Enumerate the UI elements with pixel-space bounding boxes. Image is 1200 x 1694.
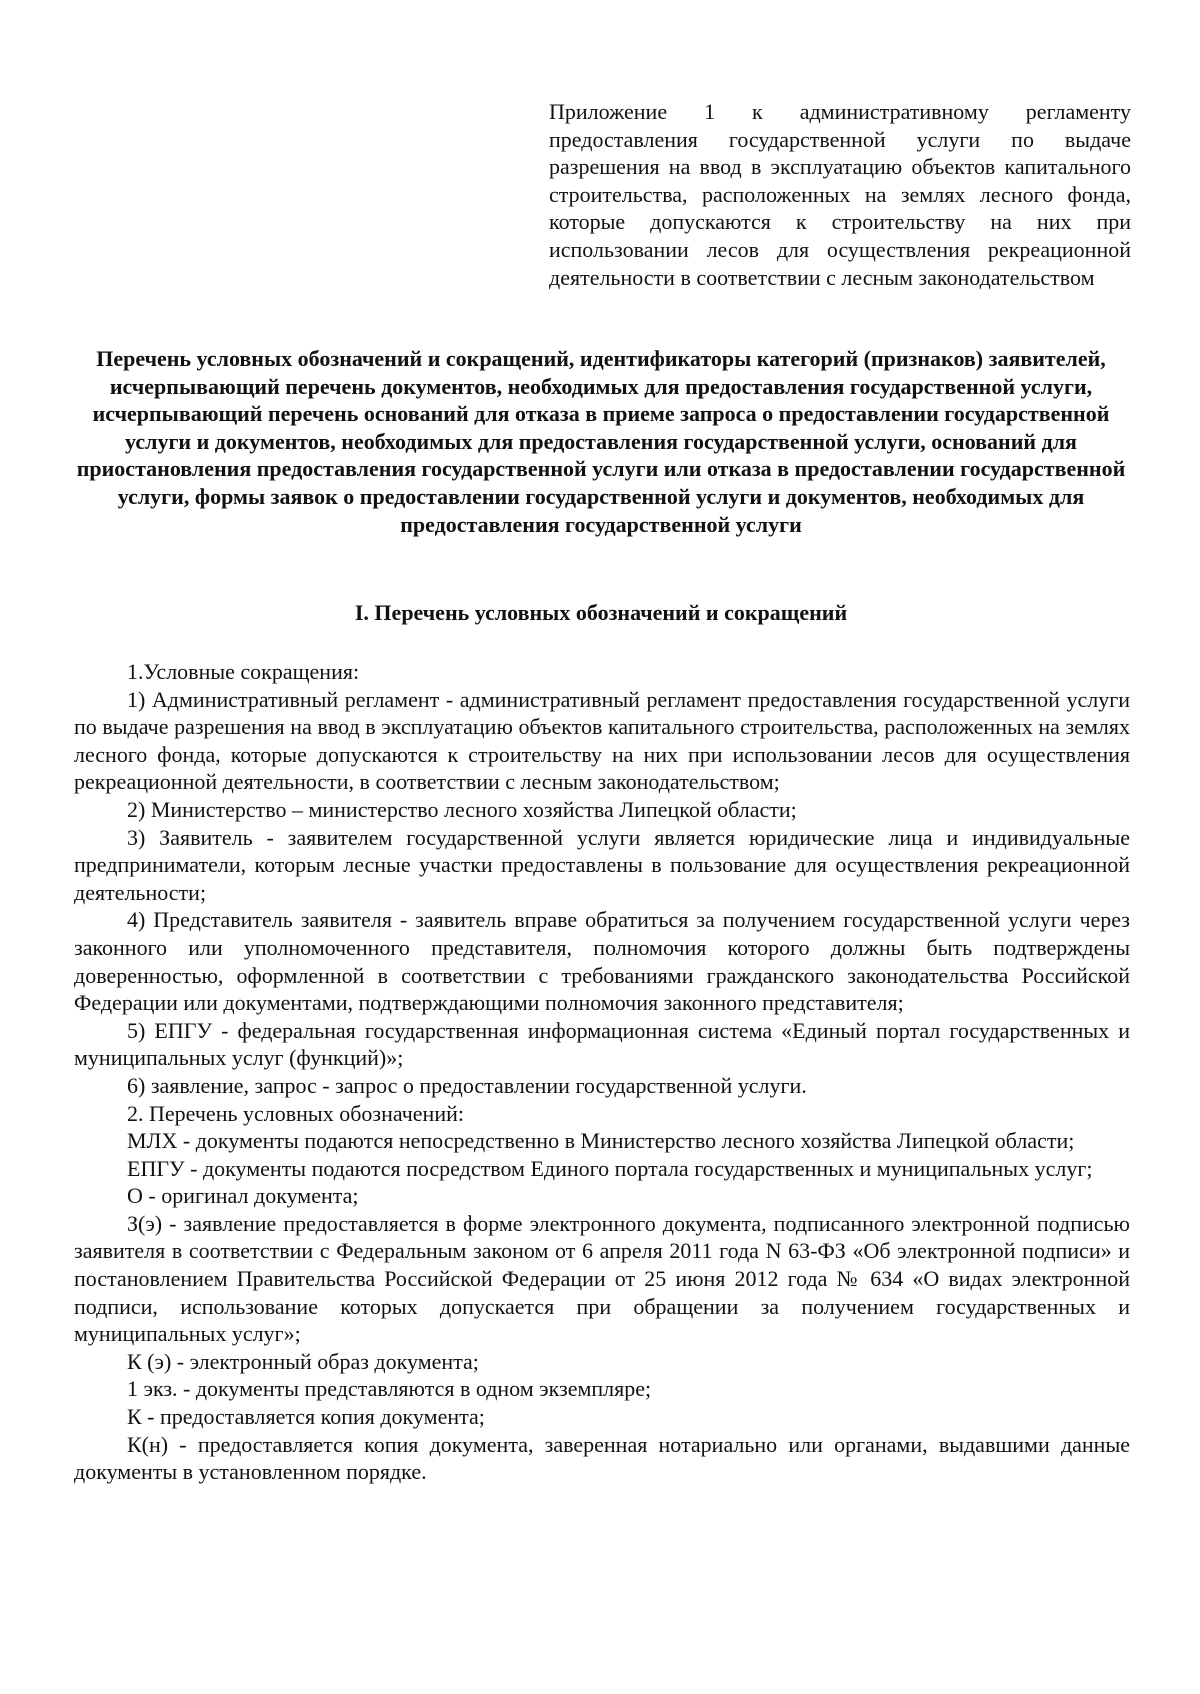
paragraph-abbr-applicant: 3) Заявитель - заявителем государственной услуги является юридические лица и индивидуальные предприниматели, которым лесные участки предоставлены в пользование для осуществления рекреационной деятельности; [74, 824, 1130, 905]
paragraph-symbol-electronic-application: З(э) - заявление предоставляется в форме электронного документа, подписанного электронной подписью заявителя в соответствии с Федеральным законом от 6 апреля 2011 года N 63-ФЗ «Об электронной подписи» и постановлением Правительства Российской Федерации от 25 июня 2012 года № 634 «О видах электронной подписи, использование которых допускается при обращении за получением государственных и муниципальных услуг»; [74, 1210, 1130, 1347]
paragraph-abbr-representative: 4) Представитель заявителя - заявитель вправе обратиться за получением государственной услуги через законного или уполномоченного представителя, полномочия которого должны быть подтверждены доверенностью, оформленной в соответствии с требованиями гражданского законодательства Российской Федерации или документами, подтверждающими полномочия законного представителя; [74, 907, 1130, 1016]
paragraph-symbol-original: О - оригинал документа; [127, 1183, 359, 1209]
section-heading: I. Перечень условных обозначений и сокращений [354, 600, 848, 625]
annex-note: Приложение 1 к административному регламенту предоставления государственной услуги по выдаче разрешения на ввод в эксплуатацию объектов капитального строительства, расположенных на землях лесного фонда, которые допускаются к строительству на них при использовании лесов для осуществления рекреационной деятельности в соответствии с лесным законодательством [549, 99, 1131, 290]
paragraph-symbol-epgu: ЕПГУ - документы подаются посредством Единого портала государственных и муниципальных услуг; [127, 1155, 1093, 1181]
section-body [74, 658, 1130, 1486]
paragraph-symbol-copy: К - предоставляется копия документа; [127, 1404, 485, 1430]
paragraph-abbreviations-heading: 1.Условные сокращения: [127, 659, 360, 684]
paragraph-symbol-mlh: МЛХ - документы подаются непосредственно в Министерство лесного хозяйства Липецкой области; [127, 1128, 1075, 1154]
paragraph-abbr-epgu: 5) ЕПГУ - федеральная государственная информационная система «Единый портал государственных и муниципальных услуг (функций)»; [74, 1017, 1130, 1071]
paragraph-abbr-request: 6) заявление, запрос - запрос о предоставлении государственной услуги. [127, 1072, 807, 1098]
paragraph-symbol-notarized-copy: К(н) - предоставляется копия документа, заверенная нотариально или органами, выдавшими данные документы в установленном порядке. [74, 1431, 1130, 1485]
paragraph-symbol-electronic-image: К (э) - электронный образ документа; [127, 1348, 479, 1374]
document-title: Перечень условных обозначений и сокращений, идентификаторы категорий (признаков) заявителей, исчерпывающий перечень документов, необходимых для предоставления государственной услуги, исчерпывающий перечень оснований для отказа в приеме запроса о предоставлении государственной услуги и документов, необходимых для предоставления государственной услуги, оснований для приостановления предоставления государственной услуги или отказа в предоставлении государственной услуги, формы заявок о предоставлении государственной услуги и документов, необходимых для предоставления государственной услуги [76, 346, 1126, 537]
paragraph-symbol-one-copy: 1 экз. - документы представляются в одном экземпляре; [127, 1376, 652, 1402]
paragraph-abbr-regulation: 1) Административный регламент - административный регламент предоставления государственной услуги по выдаче разрешения на ввод в эксплуатацию объектов капитального строительства, расположенных на землях лесного фонда, которые допускаются к строительству на них при использовании лесов для осуществления рекреационной деятельности, в соответствии с лесным законодательством; [74, 686, 1130, 795]
paragraph-symbols-heading: 2. Перечень условных обозначений: [127, 1100, 464, 1126]
paragraph-abbr-ministry: 2) Министерство – министерство лесного хозяйства Липецкой области; [127, 796, 797, 822]
